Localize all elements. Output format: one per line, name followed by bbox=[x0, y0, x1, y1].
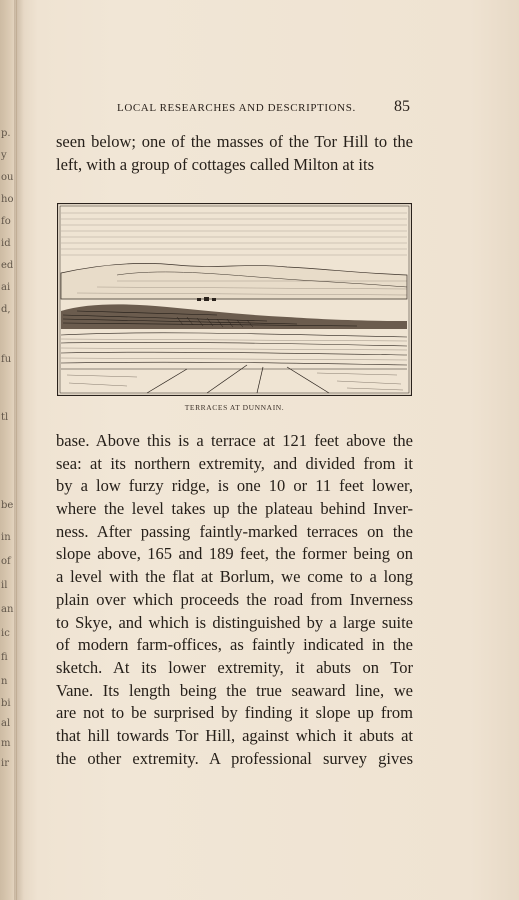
text-line: by a low furzy ridge, is one 10 or 11 feet lower, bbox=[56, 476, 413, 496]
text-line: that hill towards Tor Hill, against which it abuts at bbox=[56, 725, 413, 745]
text-line: a level with the flat at Borlum, we come to a long bbox=[56, 567, 413, 587]
prev-fragment: p. bbox=[1, 128, 11, 139]
prev-fragment: in bbox=[1, 532, 11, 543]
text-line: left, with a group of cottages called Milton at its bbox=[56, 154, 375, 174]
text-line: Vane. Its length being the true seaward line, we bbox=[56, 680, 413, 700]
prev-fragment: ir bbox=[1, 758, 9, 769]
engraving-terraces-at-dunnain bbox=[57, 203, 412, 396]
prev-fragment: ed bbox=[1, 260, 14, 271]
text-line: slope above, 165 and 189 feet, the former being on bbox=[56, 544, 413, 564]
previous-page-text-fragments bbox=[0, 0, 14, 900]
prev-fragment: ai bbox=[1, 282, 11, 293]
page-number: 85 bbox=[394, 98, 410, 115]
paragraph-bottom bbox=[56, 430, 413, 770]
prev-fragment: fo bbox=[1, 216, 11, 227]
text-line: ness. After passing faintly-marked terraces on the bbox=[56, 521, 413, 541]
prev-fragment: il bbox=[1, 580, 8, 591]
text-line: sea: at its northern extremity, and divided from it bbox=[56, 453, 413, 473]
prev-fragment: bi bbox=[1, 698, 11, 709]
prev-fragment: id bbox=[1, 238, 11, 249]
prev-fragment: n bbox=[1, 676, 8, 687]
prev-fragment: m bbox=[1, 738, 11, 749]
text-line: seen below; one of the masses of the Tor Hill to the bbox=[56, 132, 413, 151]
paragraph-top bbox=[56, 131, 413, 176]
prev-fragment: be bbox=[1, 500, 14, 511]
figure-caption: TERRACES AT DUNNAIN. bbox=[184, 403, 285, 412]
prev-fragment: tl bbox=[1, 412, 9, 423]
text-line: sketch. At its lower extremity, it abuts on Tor bbox=[56, 657, 413, 677]
prev-fragment: fu bbox=[1, 354, 12, 365]
prev-fragment: al bbox=[1, 718, 11, 729]
text-line: where the level takes up the plateau behind Inver- bbox=[56, 499, 413, 519]
prev-fragment: of bbox=[1, 556, 11, 567]
text-line: are not to be surprised by finding it slope up from bbox=[56, 703, 413, 723]
prev-fragment: d, bbox=[1, 304, 11, 315]
engraving-illustration bbox=[57, 203, 412, 396]
prev-fragment: an bbox=[1, 604, 14, 615]
prev-fragment: ho bbox=[1, 194, 14, 205]
text-line: to Skye, and which is distinguished by a large suite bbox=[56, 612, 413, 632]
text-line: of modern farm-offices, as faintly indicated in the bbox=[56, 635, 413, 655]
prev-fragment: ic bbox=[1, 628, 10, 639]
prev-fragment: ou bbox=[1, 172, 14, 183]
text-line: base. Above this is a terrace at 121 feet above the bbox=[56, 431, 413, 450]
prev-fragment: fi bbox=[1, 652, 8, 663]
text-line: plain over which proceeds the road from Inverness bbox=[56, 589, 413, 609]
text-line: the other extremity. A professional survey gives bbox=[56, 748, 413, 768]
gutter-shadow bbox=[14, 0, 24, 900]
running-head: LOCAL RESEARCHES AND DESCRIPTIONS. bbox=[117, 102, 356, 114]
prev-fragment: y bbox=[1, 150, 7, 161]
